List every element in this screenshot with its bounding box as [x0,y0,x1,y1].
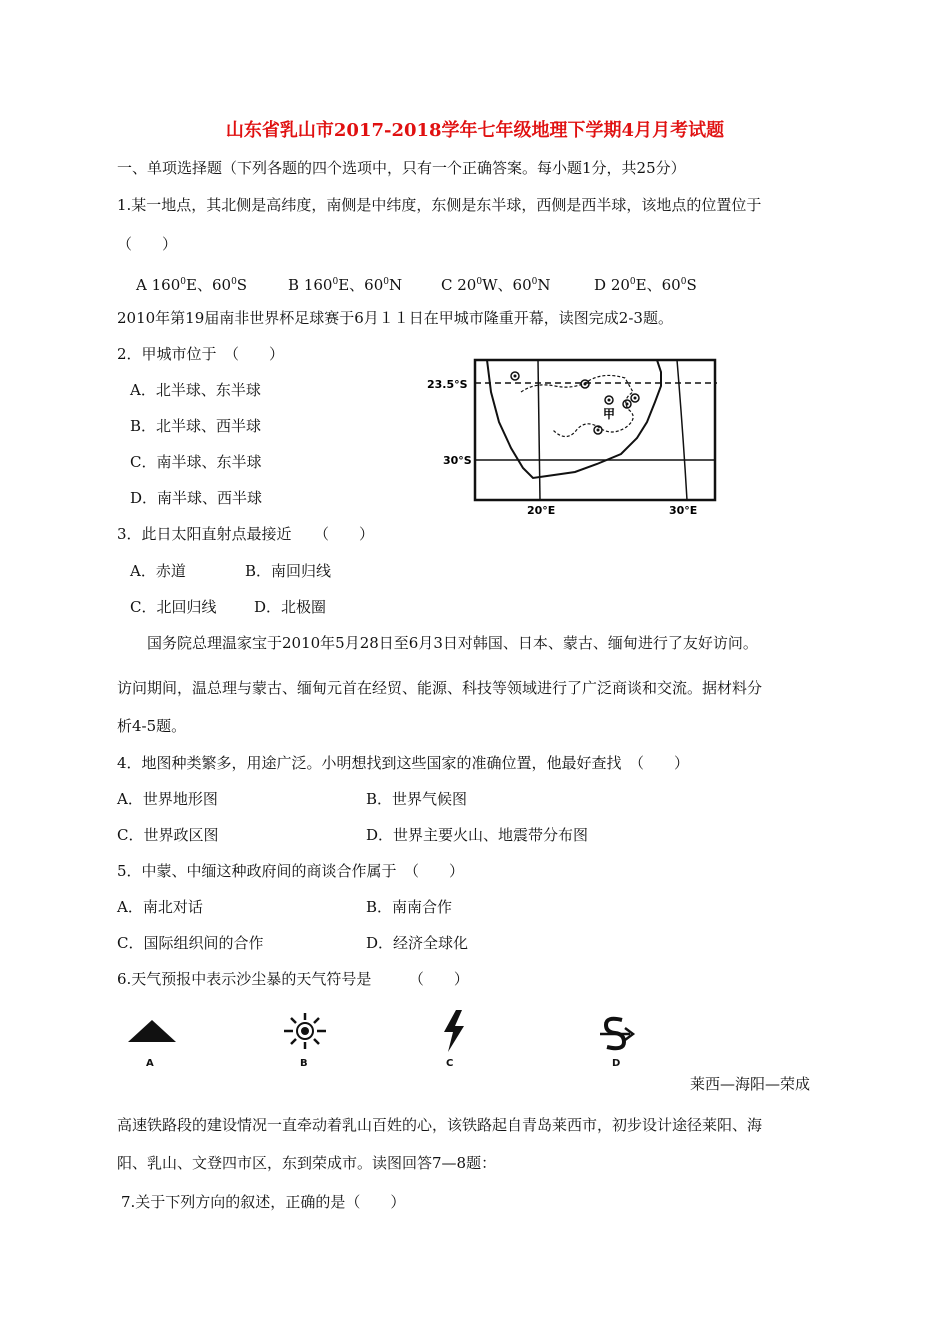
q6-label-a: A [146,1058,154,1069]
section-heading: 一、单项选择题（下列各题的四个选项中，只有一个正确答案。每小题1分，共25分） [117,159,686,177]
q6-stem: 6.天气预报中表示沙尘暴的天气符号是 （ ） [117,970,469,988]
q1-option-a: A $160^0E$、$60^0S$ [136,276,248,294]
meridian-30 [677,360,687,500]
q4-option-b: B．世界气候图 [366,790,468,808]
sun-icon [282,1012,328,1050]
q3-option-a: A．赤道 [130,562,186,580]
meridian-20 [538,360,540,500]
map-lat1: 23.5°S [427,378,468,391]
rail-intro-line1: 高速铁路段的建设情况一直牵动着乳山百姓的心，该铁路起自青岛莱西市，初步设计途径莱阳、海 [117,1116,763,1134]
q3-stem: 3．此日太阳直射点最接近 （ ） [117,525,375,543]
q4-option-d: D．世界主要火山、地震带分布图 [366,826,589,844]
q5-option-c: C．国际组织间的合作 [117,934,264,952]
map-lat2: 30°S [443,454,472,467]
intro-q4-5-line1: 国务院总理温家宝于2010年5月28日至6月3日对韩国、日本、蒙古、缅甸进行了友好访问。 [147,634,758,652]
q5-stem: 5．中蒙、中缅这种政府间的商谈合作属于 （ ） [117,862,465,880]
q2-option-b: B．北半球、西半球 [130,417,262,435]
q5-option-d: D．经济全球化 [366,934,469,952]
q1-option-b: B $160^0E$、$60^0N$ [288,276,403,294]
q3-option-b: B．南回归线 [245,562,332,580]
q1-paren: （ ） [117,235,178,253]
q3-option-d: D．北极圈 [254,598,327,616]
page-title: 山东省乳山市2017-2018学年七年级地理下学期4月月考试题 [225,120,725,141]
q6-label-b: B [300,1058,308,1069]
q1-option-c: C $20^0W$、$60^0N$ [441,276,551,294]
q2-option-c: C．南半球、东半球 [130,453,262,471]
map-lon1: 20°E [527,504,556,517]
map-city-jia: 甲 [603,407,616,421]
q4-option-c: C．世界政区图 [117,826,219,844]
lightning-icon [440,1010,468,1052]
rail-intro-line2: 阳、乳山、文登四市区，东到荣成市。读图回答7—8题： [117,1154,497,1172]
q1-option-d: D $20^0E$、$60^0S$ [594,276,697,294]
intro-q2-3: 2010年第19届南非世界杯足球赛于6月１１日在甲城市隆重开幕，读图完成2-3题。 [117,309,673,327]
q6-label-c: C [446,1058,454,1069]
q5-option-b: B．南南合作 [366,898,453,916]
q2-stem: 2．甲城市位于 （ ） [117,345,285,363]
q4-option-a: A．世界地形图 [117,790,218,808]
q6-label-d: D [612,1058,621,1069]
q2-option-d: D．南半球、西半球 [130,489,263,507]
q7-stem: 7.关于下列方向的叙述，正确的是（ ） [121,1193,406,1211]
sandstorm-icon [598,1014,638,1054]
q4-stem: 4．地图种类繁多，用途广泛。小明想找到这些国家的准确位置，他最好查找 （ ） [117,754,690,772]
south-africa-map [425,352,725,520]
intro-q4-5-line2: 访问期间，温总理与蒙古、缅甸元首在经贸、能源、科技等领域进行了广泛商谈和交流。据材料分 [117,679,763,697]
q2-option-a: A．北半球、东半球 [130,381,261,399]
map-lon2: 30°E [669,504,698,517]
rail-intro-line0: 莱西—海阳—荣成 [690,1075,811,1093]
q1-stem: 1.某一地点，其北侧是高纬度，南侧是中纬度，东侧是东半球，西侧是西半球，该地点的位置位于 [117,196,762,214]
intro-q4-5-line3: 析4-5题。 [117,717,187,735]
triangle-icon [128,1018,176,1044]
q3-option-c: C．北回归线 [130,598,217,616]
q5-option-a: A．南北对话 [117,898,203,916]
